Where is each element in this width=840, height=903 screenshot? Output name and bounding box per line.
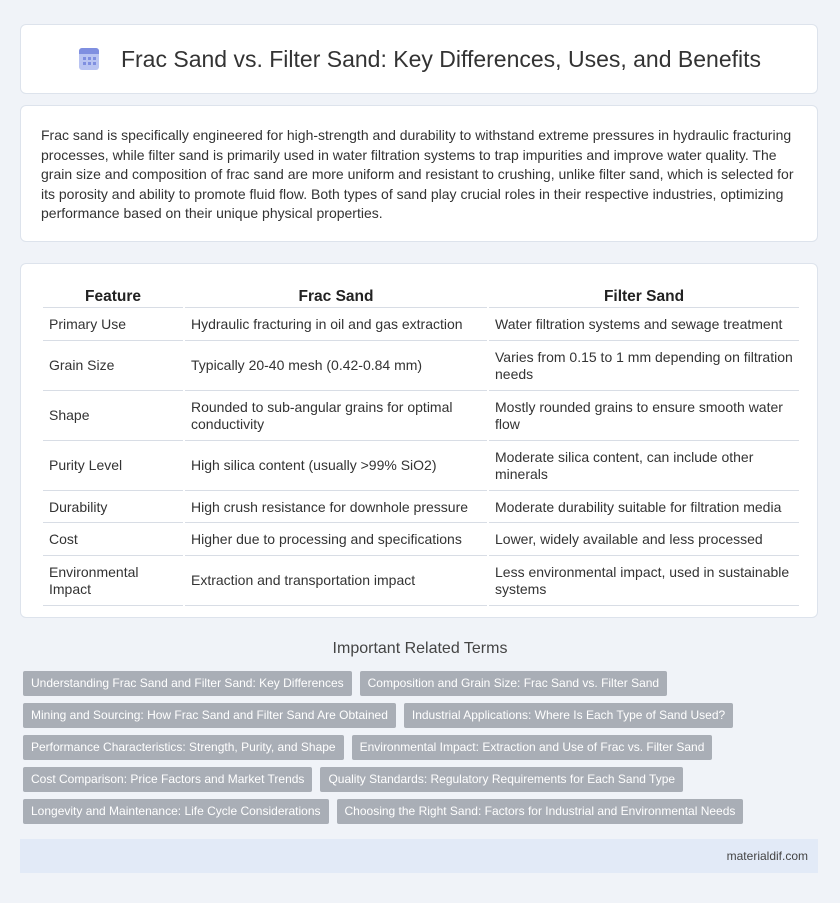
table-row xyxy=(43,310,799,341)
frac-sand-cell: Higher due to processing and specifications xyxy=(185,525,487,556)
related-terms-heading: Important Related Terms xyxy=(332,640,508,657)
intro-text: Frac sand is specifically engineered for high-strength and durability to withstand extreme pressures in hydraulic fracturing processes, while filter sand is primarily used in water filtration systems to trap impurities and improve water quality. The grain size and composition of frac sand are more uniform and resistant to crushing, unlike filter sand, which is selected for its porosity and ability to promote fluid flow. Both types of sand play crucial roles in their respective industries, optimizing performance based on their unique physical properties. xyxy=(41,127,794,222)
filter-sand-cell: Lower, widely available and less processed xyxy=(489,525,799,556)
feature-cell: Durability xyxy=(43,493,183,524)
related-terms-list xyxy=(23,671,813,824)
related-term-tag[interactable]: Industrial Applications: Where Is Each Type of Sand Used? xyxy=(404,703,733,728)
frac-sand-cell: High crush resistance for downhole pressure xyxy=(185,493,487,524)
footer-site-link[interactable]: materialdif.com xyxy=(726,849,808,863)
column-header-filter-sand: Filter Sand xyxy=(489,286,799,308)
table-row xyxy=(43,558,799,606)
table-row xyxy=(43,493,799,524)
header-card xyxy=(20,24,818,94)
table-header-row xyxy=(43,286,799,308)
document-icon xyxy=(77,46,101,72)
related-term-tag[interactable]: Composition and Grain Size: Frac Sand vs. Filter Sand xyxy=(360,671,667,696)
feature-cell: Environmental Impact xyxy=(43,558,183,606)
related-term-tag[interactable]: Performance Characteristics: Strength, Purity, and Shape xyxy=(23,735,344,760)
column-header-feature: Feature xyxy=(43,286,183,308)
comparison-table-card xyxy=(20,263,818,618)
related-term-tag[interactable]: Choosing the Right Sand: Factors for Industrial and Environmental Needs xyxy=(337,799,744,824)
frac-sand-cell: Extraction and transportation impact xyxy=(185,558,487,606)
related-term-tag[interactable]: Quality Standards: Regulatory Requirements for Each Sand Type xyxy=(320,767,683,792)
related-term-tag[interactable]: Cost Comparison: Price Factors and Market Trends xyxy=(23,767,312,792)
filter-sand-cell: Varies from 0.15 to 1 mm depending on filtration needs xyxy=(489,343,799,391)
column-header-frac-sand: Frac Sand xyxy=(185,286,487,308)
footer xyxy=(20,839,818,873)
frac-sand-cell: Rounded to sub-angular grains for optimal conductivity xyxy=(185,393,487,441)
related-term-tag[interactable]: Environmental Impact: Extraction and Use of Frac vs. Filter Sand xyxy=(352,735,713,760)
related-term-tag[interactable]: Understanding Frac Sand and Filter Sand: Key Differences xyxy=(23,671,352,696)
title-wrap xyxy=(77,46,761,73)
feature-cell: Primary Use xyxy=(43,310,183,341)
feature-cell: Cost xyxy=(43,525,183,556)
feature-cell: Shape xyxy=(43,393,183,441)
table-row xyxy=(43,525,799,556)
related-term-tag[interactable]: Mining and Sourcing: How Frac Sand and Filter Sand Are Obtained xyxy=(23,703,396,728)
filter-sand-cell: Moderate durability suitable for filtration media xyxy=(489,493,799,524)
filter-sand-cell: Water filtration systems and sewage treatment xyxy=(489,310,799,341)
feature-cell: Purity Level xyxy=(43,443,183,491)
comparison-table xyxy=(41,284,801,608)
feature-cell: Grain Size xyxy=(43,343,183,391)
filter-sand-cell: Less environmental impact, used in sustainable systems xyxy=(489,558,799,606)
filter-sand-cell: Moderate silica content, can include other minerals xyxy=(489,443,799,491)
frac-sand-cell: High silica content (usually >99% SiO2) xyxy=(185,443,487,491)
frac-sand-cell: Hydraulic fracturing in oil and gas extraction xyxy=(185,310,487,341)
frac-sand-cell: Typically 20-40 mesh (0.42-0.84 mm) xyxy=(185,343,487,391)
filter-sand-cell: Mostly rounded grains to ensure smooth water flow xyxy=(489,393,799,441)
intro-card xyxy=(20,105,818,242)
related-term-tag[interactable]: Longevity and Maintenance: Life Cycle Considerations xyxy=(23,799,329,824)
table-row xyxy=(43,393,799,441)
page-title: Frac Sand vs. Filter Sand: Key Differences, Uses, and Benefits xyxy=(120,45,762,72)
table-row xyxy=(43,343,799,391)
table-row xyxy=(43,443,799,491)
